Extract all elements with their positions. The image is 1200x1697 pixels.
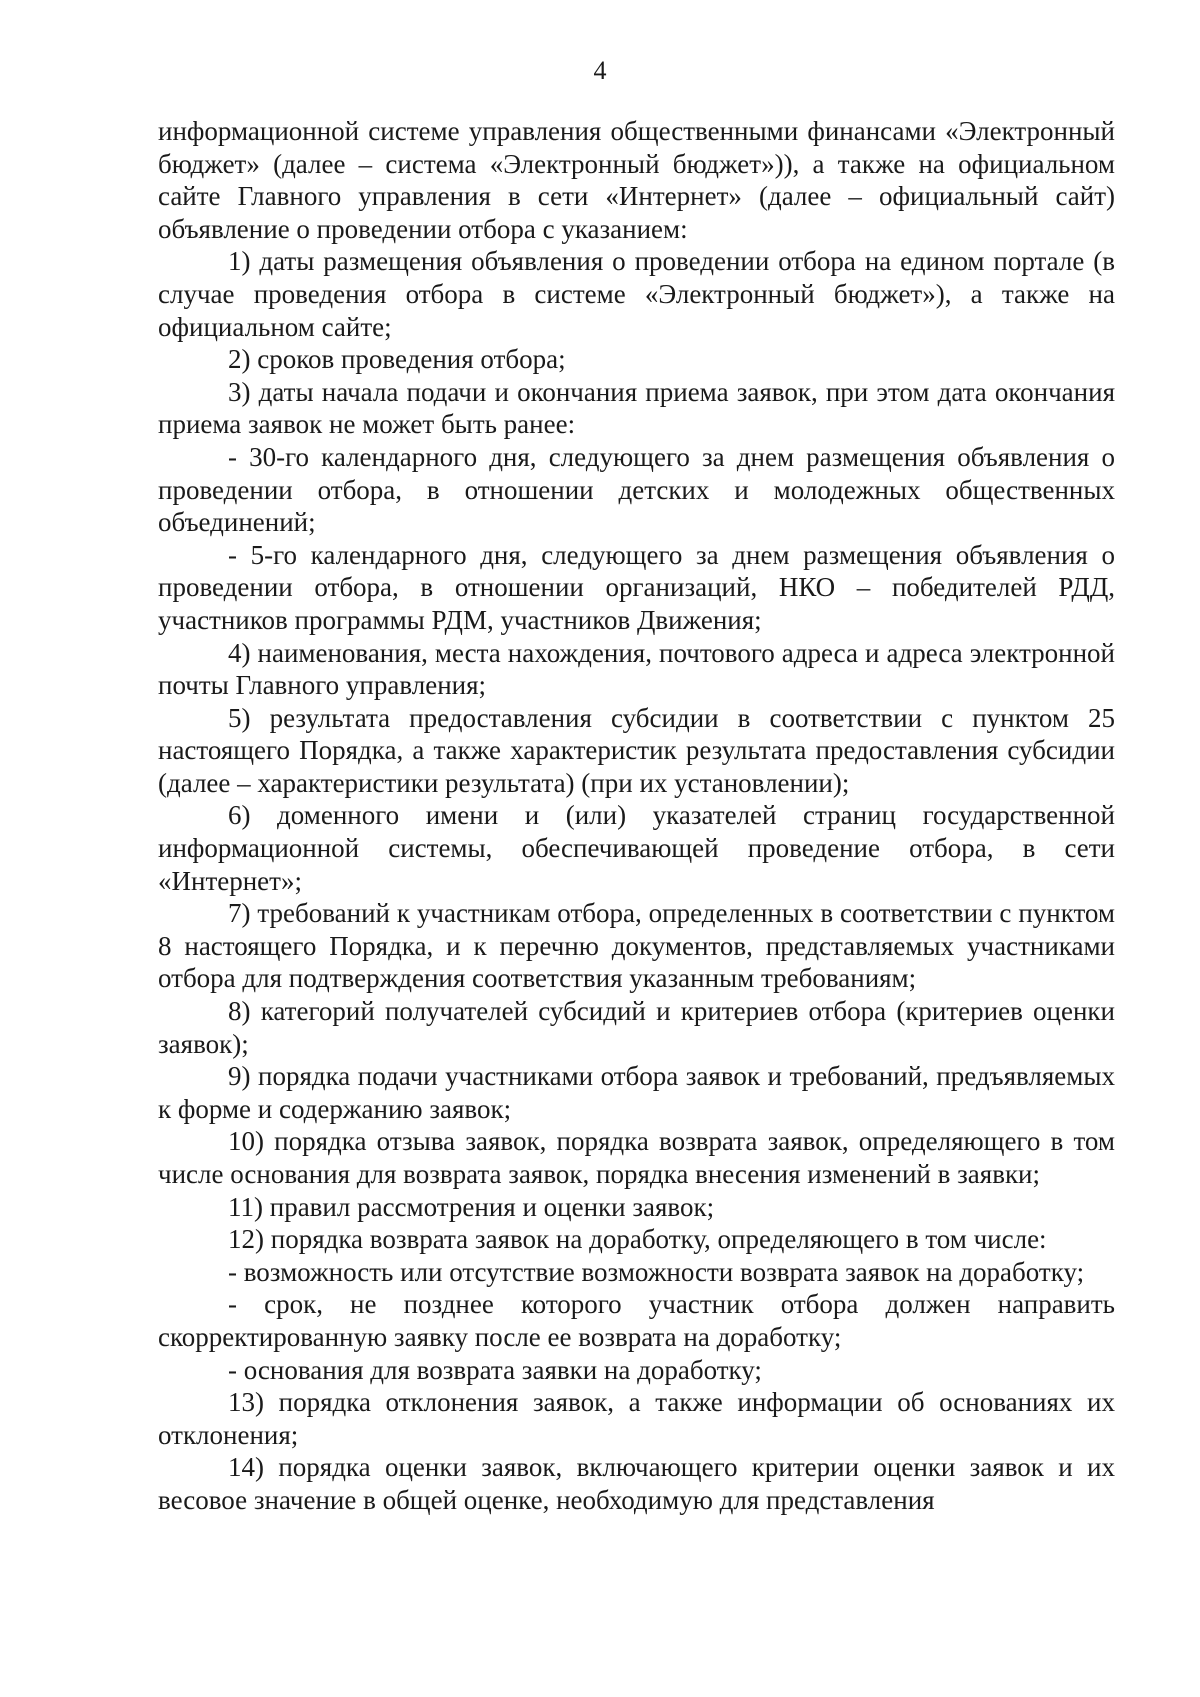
list-item-14: 14) порядка оценки заявок, включающего критерии оценки заявок и их весовое значение в общей оценке, необходимую для представления: [158, 1452, 1115, 1515]
page-number: 4: [593, 56, 607, 85]
list-item-7: 7) требований к участникам отбора, определенных в соответствии с пунктом 8 настоящего Порядка, и к перечню документов, представляемых участниками отбора для подтверждения соответствия указанным требованиям;: [158, 898, 1115, 994]
list-item-5: 5) результата предоставления субсидии в соответствии с пунктом 25 настоящего Порядка, а также характеристик результата предоставления субсидии (далее – характеристики результата) (при их установлении);: [158, 702, 1115, 798]
list-item-12: 12) порядка возврата заявок на доработку, определяющего в том числе:: [228, 1224, 1047, 1255]
list-item-1: 1) даты размещения объявления о проведении отбора на едином портале (в случае проведения отбора в системе «Электронный бюджет»), а также на официальном сайте;: [158, 246, 1115, 342]
list-item-13: 13) порядка отклонения заявок, а также информации об основаниях их отклонения;: [158, 1387, 1115, 1450]
list-item-10: 10) порядка отзыва заявок, порядка возврата заявок, определяющего в том числе основания для возврата заявок, порядка внесения изменений в заявки;: [158, 1126, 1115, 1189]
sub-item-possibility: - возможность или отсутствие возможности возврата заявок на доработку;: [228, 1256, 1085, 1287]
list-item-3: 3) даты начала подачи и окончания приема заявок, при этом дата окончания приема заявок не может быть ранее:: [158, 376, 1115, 440]
sub-item-5-day: - 5-го календарного дня, следующего за днем размещения объявления о проведении отбора, в отношении организаций, НКО – победителей РДД, участников программы РДМ, участников Движения;: [158, 539, 1115, 635]
list-item-11: 11) правил рассмотрения и оценки заявок;: [228, 1191, 715, 1222]
sub-item-30-day: - 30-го календарного дня, следующего за днем размещения объявления о проведении отбора, в отношении детских и молодежных общественных объединений;: [158, 441, 1115, 538]
list-item-4: 4) наименования, места нахождения, почтового адреса и адреса электронной почты Главного управления;: [158, 637, 1115, 701]
list-item-6: 6) доменного имени и (или) указателей страниц государственной информационной системы, обеспечивающей проведение отбора, в сети «Интернет»;: [158, 800, 1115, 896]
sub-item-grounds: - основания для возврата заявки на доработку;: [228, 1354, 762, 1385]
list-item-2: 2) сроков проведения отбора;: [228, 344, 566, 375]
paragraph-intro: информационной системе управления общественными финансами «Электронный бюджет» (далее – система «Электронный бюджет»)), а также на официальном сайте Главного управления в сети «Интернет» (далее – официальный сайт) объявление о проведении отбора с указанием:: [158, 116, 1115, 244]
document-body: [158, 115, 1115, 1517]
list-item-8: 8) категорий получателей субсидий и критериев отбора (критериев оценки заявок);: [158, 996, 1115, 1059]
sub-item-deadline: - срок, не позднее которого участник отбора должен направить скорректированную заявку после ее возврата на доработку;: [158, 1289, 1115, 1352]
list-item-9: 9) порядка подачи участниками отбора заявок и требований, предъявляемых к форме и содержанию заявок;: [158, 1061, 1115, 1124]
